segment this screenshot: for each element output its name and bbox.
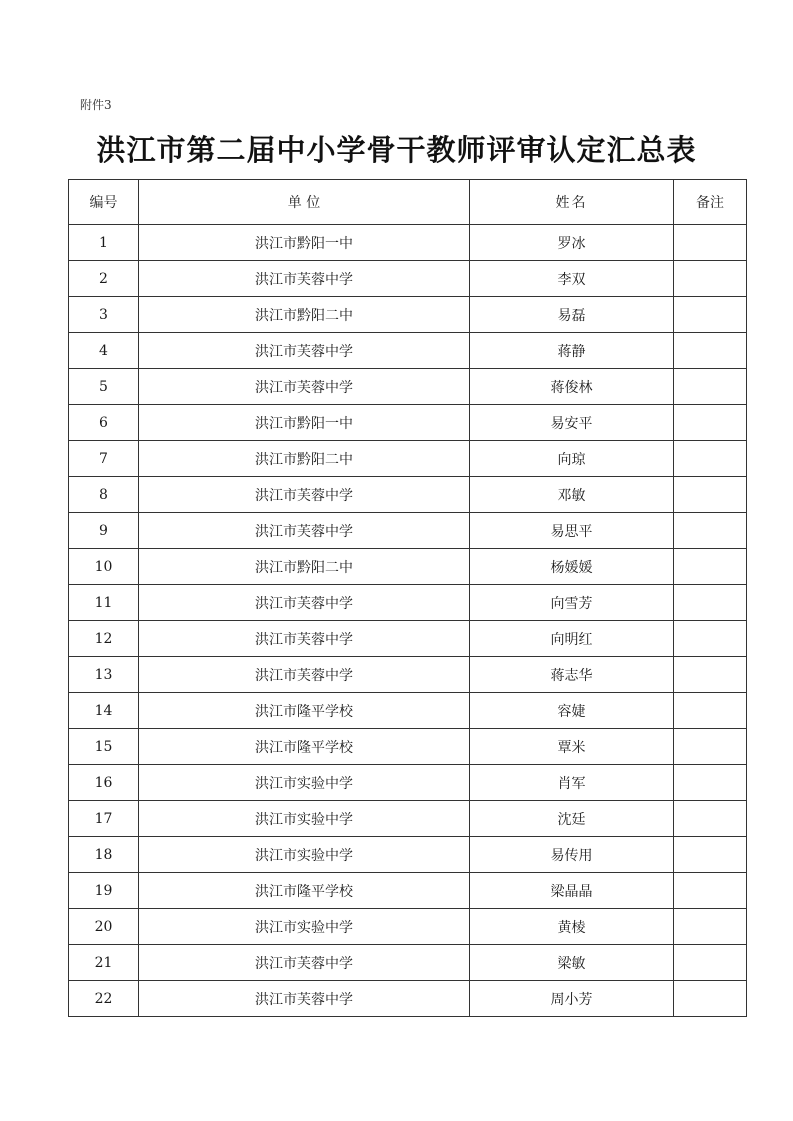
column-header-no: 编号	[69, 180, 139, 225]
table-row	[69, 873, 747, 909]
table-row	[69, 225, 747, 261]
cell-no: 8	[69, 477, 139, 513]
cell-name: 李双	[470, 261, 674, 297]
page-title: 洪江市第二届中小学骨干教师评审认定汇总表	[96, 133, 697, 167]
cell-unit: 洪江市黔阳二中	[139, 549, 470, 585]
cell-name: 易安平	[470, 405, 674, 441]
cell-note	[674, 405, 747, 441]
cell-note	[674, 909, 747, 945]
table-row	[69, 549, 747, 585]
attachment-label: 附件3	[80, 98, 112, 112]
teacher-summary-table	[68, 179, 747, 1017]
cell-name: 易传用	[470, 837, 674, 873]
table-row	[69, 981, 747, 1017]
cell-no: 13	[69, 657, 139, 693]
cell-note	[674, 981, 747, 1017]
cell-note	[674, 945, 747, 981]
cell-unit: 洪江市芙蓉中学	[139, 657, 470, 693]
table-body	[69, 225, 747, 1017]
cell-note	[674, 549, 747, 585]
cell-name: 梁敏	[470, 945, 674, 981]
cell-name: 蒋志华	[470, 657, 674, 693]
table-row	[69, 369, 747, 405]
cell-note	[674, 441, 747, 477]
cell-no: 14	[69, 693, 139, 729]
table-row	[69, 945, 747, 981]
cell-unit: 洪江市黔阳一中	[139, 405, 470, 441]
cell-note	[674, 513, 747, 549]
cell-note	[674, 765, 747, 801]
cell-no: 5	[69, 369, 139, 405]
column-header-unit: 单 位	[139, 180, 470, 225]
table-row	[69, 441, 747, 477]
cell-unit: 洪江市隆平学校	[139, 693, 470, 729]
cell-name: 向明红	[470, 621, 674, 657]
table-row	[69, 477, 747, 513]
cell-unit: 洪江市芙蓉中学	[139, 513, 470, 549]
cell-no: 20	[69, 909, 139, 945]
table-row	[69, 261, 747, 297]
cell-no: 10	[69, 549, 139, 585]
cell-name: 罗冰	[470, 225, 674, 261]
cell-no: 9	[69, 513, 139, 549]
cell-note	[674, 801, 747, 837]
cell-note	[674, 873, 747, 909]
cell-unit: 洪江市实验中学	[139, 909, 470, 945]
cell-note	[674, 477, 747, 513]
column-header-name: 姓名	[470, 180, 674, 225]
cell-name: 容婕	[470, 693, 674, 729]
cell-note	[674, 837, 747, 873]
cell-unit: 洪江市芙蓉中学	[139, 369, 470, 405]
cell-no: 21	[69, 945, 139, 981]
cell-unit: 洪江市隆平学校	[139, 873, 470, 909]
cell-note	[674, 261, 747, 297]
cell-name: 覃米	[470, 729, 674, 765]
cell-no: 1	[69, 225, 139, 261]
table-row	[69, 405, 747, 441]
cell-no: 12	[69, 621, 139, 657]
table-row	[69, 837, 747, 873]
cell-note	[674, 225, 747, 261]
table-row	[69, 729, 747, 765]
cell-note	[674, 729, 747, 765]
cell-no: 11	[69, 585, 139, 621]
cell-name: 易磊	[470, 297, 674, 333]
cell-no: 16	[69, 765, 139, 801]
cell-unit: 洪江市实验中学	[139, 837, 470, 873]
cell-no: 15	[69, 729, 139, 765]
cell-no: 17	[69, 801, 139, 837]
cell-name: 黄棱	[470, 909, 674, 945]
cell-note	[674, 693, 747, 729]
cell-unit: 洪江市黔阳一中	[139, 225, 470, 261]
cell-note	[674, 657, 747, 693]
cell-no: 22	[69, 981, 139, 1017]
cell-name: 梁晶晶	[470, 873, 674, 909]
cell-unit: 洪江市芙蓉中学	[139, 261, 470, 297]
cell-no: 2	[69, 261, 139, 297]
cell-note	[674, 333, 747, 369]
cell-name: 蒋俊林	[470, 369, 674, 405]
cell-name: 周小芳	[470, 981, 674, 1017]
cell-unit: 洪江市芙蓉中学	[139, 981, 470, 1017]
cell-unit: 洪江市实验中学	[139, 765, 470, 801]
cell-no: 3	[69, 297, 139, 333]
cell-note	[674, 369, 747, 405]
cell-note	[674, 621, 747, 657]
table-row	[69, 693, 747, 729]
cell-no: 7	[69, 441, 139, 477]
cell-no: 19	[69, 873, 139, 909]
cell-unit: 洪江市实验中学	[139, 801, 470, 837]
cell-note	[674, 297, 747, 333]
cell-no: 18	[69, 837, 139, 873]
cell-name: 杨媛媛	[470, 549, 674, 585]
table-row	[69, 297, 747, 333]
cell-no: 6	[69, 405, 139, 441]
cell-name: 向雪芳	[470, 585, 674, 621]
cell-name: 沈廷	[470, 801, 674, 837]
table-row	[69, 513, 747, 549]
cell-unit: 洪江市黔阳二中	[139, 441, 470, 477]
cell-unit: 洪江市芙蓉中学	[139, 585, 470, 621]
cell-unit: 洪江市隆平学校	[139, 729, 470, 765]
table-header	[69, 180, 747, 225]
cell-no: 4	[69, 333, 139, 369]
table-row	[69, 801, 747, 837]
table-row	[69, 765, 747, 801]
cell-unit: 洪江市黔阳二中	[139, 297, 470, 333]
cell-note	[674, 585, 747, 621]
cell-unit: 洪江市芙蓉中学	[139, 621, 470, 657]
cell-name: 肖军	[470, 765, 674, 801]
table-row	[69, 657, 747, 693]
cell-name: 邓敏	[470, 477, 674, 513]
table-row	[69, 333, 747, 369]
cell-name: 蒋静	[470, 333, 674, 369]
column-header-note: 备注	[674, 180, 747, 225]
table-row	[69, 585, 747, 621]
cell-unit: 洪江市芙蓉中学	[139, 477, 470, 513]
cell-unit: 洪江市芙蓉中学	[139, 945, 470, 981]
header-row	[69, 180, 747, 225]
table-row	[69, 909, 747, 945]
table-row	[69, 621, 747, 657]
cell-name: 向琼	[470, 441, 674, 477]
cell-name: 易思平	[470, 513, 674, 549]
cell-unit: 洪江市芙蓉中学	[139, 333, 470, 369]
